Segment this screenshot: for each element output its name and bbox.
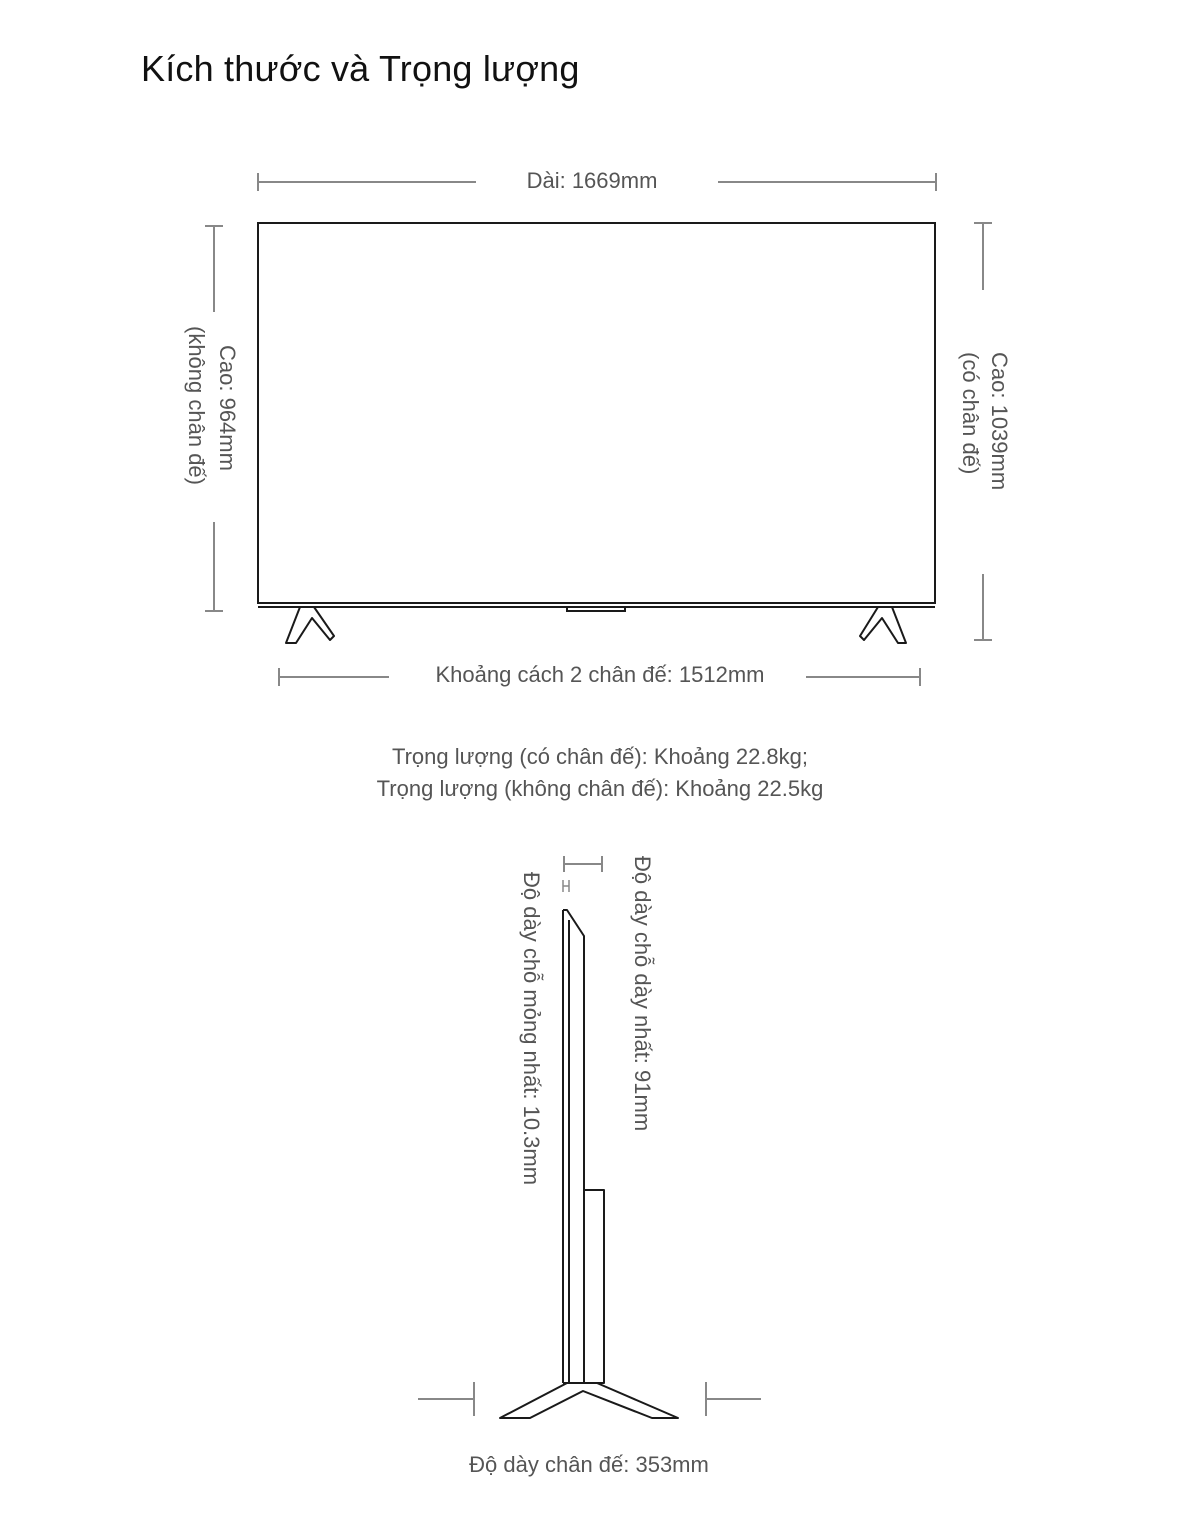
height-with-stand-label-line2: (có chân đế) <box>958 352 983 475</box>
stand-depth-dimension-line <box>418 1382 761 1416</box>
tv-side-outline <box>563 910 604 1383</box>
stand-distance-label: Khoảng cách 2 chân đế: 1512mm <box>435 662 765 687</box>
stand-depth-label: Độ dày chân đế: 353mm <box>469 1452 709 1477</box>
weight-with-stand: Trọng lượng (có chân đế): Khoảng 22.8kg; <box>391 744 809 769</box>
right-stand-foot <box>860 607 906 643</box>
height-with-stand-label-line1: Cao: 1039mm <box>987 352 1012 491</box>
thickest-dimension-line <box>564 856 602 872</box>
page-title: Kích thước và Trọng lượng <box>141 48 580 89</box>
left-stand-foot <box>286 607 334 643</box>
thinnest-dimension-line <box>563 880 569 892</box>
thinnest-label: Độ dày chỗ mỏng nhất: 10.3mm <box>519 872 544 1186</box>
height-no-stand-label-line1: Cao: 964mm <box>215 345 240 471</box>
height-no-stand-label-line2: (không chân đế) <box>184 326 209 485</box>
thickest-label: Độ dày chỗ dày nhất: 91mm <box>630 856 655 1132</box>
weight-info <box>377 741 824 805</box>
side-stand-base <box>500 1383 678 1418</box>
width-label: Dài: 1669mm <box>526 168 658 193</box>
tv-front-outline <box>258 223 935 611</box>
weight-without-stand: Trọng lượng (không chân đế): Khoảng 22.5kg <box>376 776 824 801</box>
